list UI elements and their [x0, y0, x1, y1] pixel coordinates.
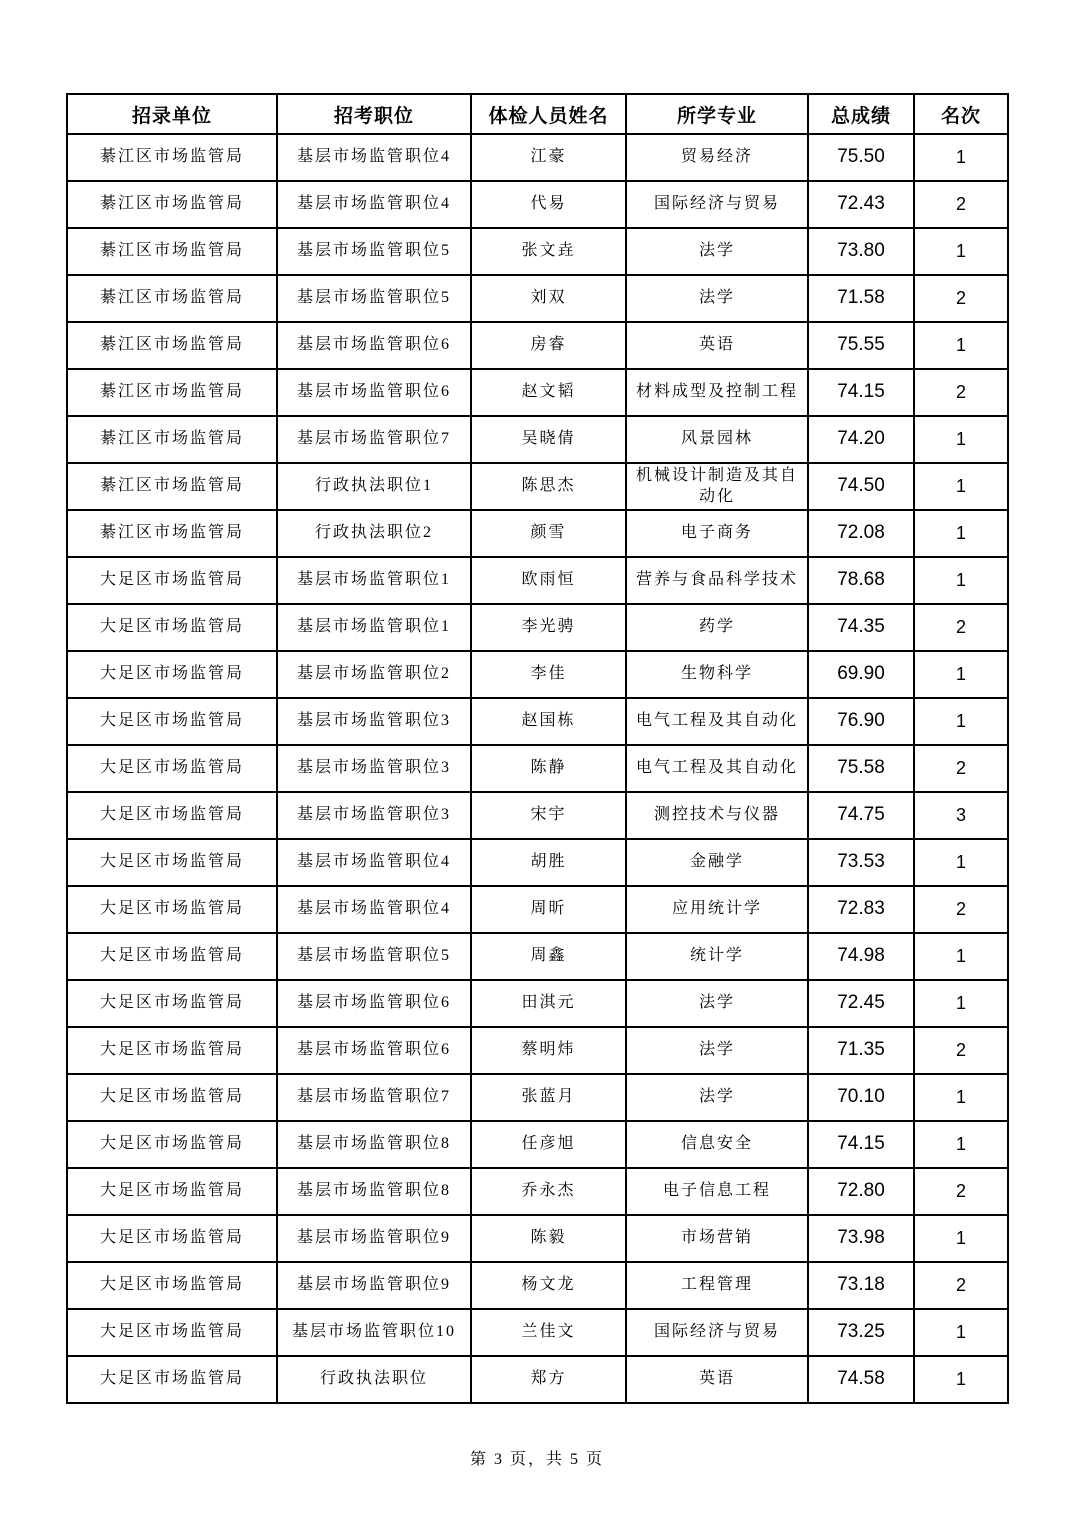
cell-score: 69.90	[808, 651, 914, 698]
cell-position: 基层市场监管职位4	[277, 886, 471, 933]
cell-major: 风景园林	[626, 416, 808, 463]
cell-rank: 1	[914, 557, 1008, 604]
cell-score: 74.58	[808, 1356, 914, 1403]
cell-score: 72.80	[808, 1168, 914, 1215]
cell-major: 机械设计制造及其自动化	[626, 463, 808, 510]
cell-major: 市场营销	[626, 1215, 808, 1262]
cell-major: 应用统计学	[626, 886, 808, 933]
cell-position: 基层市场监管职位3	[277, 792, 471, 839]
table-row	[67, 1074, 1008, 1121]
cell-rank: 1	[914, 1121, 1008, 1168]
cell-major: 统计学	[626, 933, 808, 980]
cell-position: 基层市场监管职位10	[277, 1309, 471, 1356]
cell-name: 陈静	[471, 745, 626, 792]
column-header-score: 总成绩	[808, 94, 914, 134]
cell-major: 生物科学	[626, 651, 808, 698]
table-row	[67, 886, 1008, 933]
cell-position: 基层市场监管职位8	[277, 1121, 471, 1168]
column-header-position: 招考职位	[277, 94, 471, 134]
cell-major: 法学	[626, 275, 808, 322]
cell-position: 基层市场监管职位9	[277, 1262, 471, 1309]
cell-name: 代易	[471, 181, 626, 228]
cell-position: 基层市场监管职位7	[277, 1074, 471, 1121]
cell-position: 基层市场监管职位6	[277, 980, 471, 1027]
cell-major: 英语	[626, 1356, 808, 1403]
cell-major: 法学	[626, 980, 808, 1027]
table-row	[67, 792, 1008, 839]
cell-unit: 大足区市场监管局	[67, 604, 277, 651]
table-row	[67, 275, 1008, 322]
cell-name: 张文垚	[471, 228, 626, 275]
table-row	[67, 1215, 1008, 1262]
cell-position: 基层市场监管职位4	[277, 181, 471, 228]
cell-unit: 大足区市场监管局	[67, 651, 277, 698]
cell-major: 金融学	[626, 839, 808, 886]
cell-score: 72.08	[808, 510, 914, 557]
cell-major: 国际经济与贸易	[626, 181, 808, 228]
cell-name: 刘双	[471, 275, 626, 322]
cell-major: 电气工程及其自动化	[626, 698, 808, 745]
cell-score: 72.45	[808, 980, 914, 1027]
cell-major: 法学	[626, 1027, 808, 1074]
cell-name: 李佳	[471, 651, 626, 698]
column-header-unit: 招录单位	[67, 94, 277, 134]
table-row	[67, 322, 1008, 369]
cell-rank: 2	[914, 181, 1008, 228]
cell-score: 74.15	[808, 369, 914, 416]
table-row	[67, 416, 1008, 463]
cell-position: 基层市场监管职位2	[277, 651, 471, 698]
cell-position: 基层市场监管职位6	[277, 1027, 471, 1074]
cell-score: 74.35	[808, 604, 914, 651]
cell-unit: 大足区市场监管局	[67, 1027, 277, 1074]
cell-name: 蔡明炜	[471, 1027, 626, 1074]
cell-position: 基层市场监管职位4	[277, 839, 471, 886]
cell-unit: 大足区市场监管局	[67, 745, 277, 792]
cell-position: 基层市场监管职位6	[277, 369, 471, 416]
table-row	[67, 698, 1008, 745]
cell-score: 72.43	[808, 181, 914, 228]
cell-name: 兰佳文	[471, 1309, 626, 1356]
cell-score: 71.35	[808, 1027, 914, 1074]
cell-major: 电气工程及其自动化	[626, 745, 808, 792]
cell-rank: 1	[914, 416, 1008, 463]
cell-unit: 大足区市场监管局	[67, 1168, 277, 1215]
cell-score: 74.75	[808, 792, 914, 839]
table-body	[67, 134, 1008, 1403]
cell-rank: 1	[914, 463, 1008, 510]
table-row	[67, 369, 1008, 416]
table-row	[67, 1121, 1008, 1168]
table-row	[67, 228, 1008, 275]
cell-unit: 大足区市场监管局	[67, 1262, 277, 1309]
table-header	[67, 94, 1008, 134]
cell-name: 江豪	[471, 134, 626, 181]
results-table	[66, 93, 1009, 1404]
cell-position: 基层市场监管职位1	[277, 604, 471, 651]
cell-name: 杨文龙	[471, 1262, 626, 1309]
cell-rank: 1	[914, 134, 1008, 181]
cell-score: 73.18	[808, 1262, 914, 1309]
cell-position: 基层市场监管职位5	[277, 933, 471, 980]
cell-name: 胡胜	[471, 839, 626, 886]
cell-score: 75.50	[808, 134, 914, 181]
cell-rank: 1	[914, 839, 1008, 886]
table-row	[67, 980, 1008, 1027]
cell-unit: 大足区市场监管局	[67, 980, 277, 1027]
column-header-name: 体检人员姓名	[471, 94, 626, 134]
cell-major: 药学	[626, 604, 808, 651]
cell-major: 法学	[626, 228, 808, 275]
cell-rank: 1	[914, 698, 1008, 745]
cell-rank: 2	[914, 886, 1008, 933]
cell-unit: 綦江区市场监管局	[67, 463, 277, 510]
cell-rank: 1	[914, 933, 1008, 980]
cell-unit: 大足区市场监管局	[67, 557, 277, 604]
cell-rank: 2	[914, 745, 1008, 792]
cell-position: 行政执法职位	[277, 1356, 471, 1403]
cell-unit: 綦江区市场监管局	[67, 416, 277, 463]
cell-score: 74.50	[808, 463, 914, 510]
table-row	[67, 1168, 1008, 1215]
cell-position: 基层市场监管职位5	[277, 275, 471, 322]
cell-position: 基层市场监管职位6	[277, 322, 471, 369]
table-row	[67, 557, 1008, 604]
cell-rank: 1	[914, 228, 1008, 275]
cell-unit: 大足区市场监管局	[67, 1074, 277, 1121]
cell-rank: 2	[914, 1168, 1008, 1215]
cell-position: 基层市场监管职位3	[277, 745, 471, 792]
cell-rank: 2	[914, 1262, 1008, 1309]
cell-score: 75.58	[808, 745, 914, 792]
cell-position: 基层市场监管职位7	[277, 416, 471, 463]
table-row	[67, 1356, 1008, 1403]
cell-unit: 大足区市场监管局	[67, 1309, 277, 1356]
table-row	[67, 181, 1008, 228]
cell-name: 任彦旭	[471, 1121, 626, 1168]
cell-score: 74.20	[808, 416, 914, 463]
cell-position: 基层市场监管职位9	[277, 1215, 471, 1262]
cell-name: 郑方	[471, 1356, 626, 1403]
cell-name: 周昕	[471, 886, 626, 933]
cell-unit: 綦江区市场监管局	[67, 134, 277, 181]
cell-major: 贸易经济	[626, 134, 808, 181]
cell-position: 基层市场监管职位3	[277, 698, 471, 745]
column-header-rank: 名次	[914, 94, 1008, 134]
cell-unit: 大足区市场监管局	[67, 1356, 277, 1403]
cell-score: 71.58	[808, 275, 914, 322]
cell-major: 材料成型及控制工程	[626, 369, 808, 416]
cell-rank: 1	[914, 1356, 1008, 1403]
cell-score: 73.25	[808, 1309, 914, 1356]
cell-name: 田淇元	[471, 980, 626, 1027]
cell-major: 国际经济与贸易	[626, 1309, 808, 1356]
cell-position: 行政执法职位1	[277, 463, 471, 510]
table-row	[67, 510, 1008, 557]
table-row	[67, 839, 1008, 886]
cell-unit: 大足区市场监管局	[67, 1121, 277, 1168]
cell-position: 基层市场监管职位8	[277, 1168, 471, 1215]
cell-score: 73.53	[808, 839, 914, 886]
cell-rank: 2	[914, 369, 1008, 416]
cell-rank: 1	[914, 322, 1008, 369]
table-row	[67, 933, 1008, 980]
table-row	[67, 604, 1008, 651]
cell-name: 陈毅	[471, 1215, 626, 1262]
cell-name: 颜雪	[471, 510, 626, 557]
cell-unit: 綦江区市场监管局	[67, 322, 277, 369]
cell-major: 工程管理	[626, 1262, 808, 1309]
cell-position: 基层市场监管职位4	[277, 134, 471, 181]
cell-rank: 2	[914, 604, 1008, 651]
table-row	[67, 134, 1008, 181]
table-row	[67, 745, 1008, 792]
cell-unit: 綦江区市场监管局	[67, 510, 277, 557]
cell-name: 吴晓倩	[471, 416, 626, 463]
cell-position: 基层市场监管职位1	[277, 557, 471, 604]
cell-unit: 大足区市场监管局	[67, 792, 277, 839]
cell-score: 75.55	[808, 322, 914, 369]
cell-score: 74.98	[808, 933, 914, 980]
cell-position: 行政执法职位2	[277, 510, 471, 557]
table-row	[67, 1309, 1008, 1356]
cell-rank: 1	[914, 1074, 1008, 1121]
cell-name: 欧雨恒	[471, 557, 626, 604]
cell-score: 78.68	[808, 557, 914, 604]
cell-score: 73.80	[808, 228, 914, 275]
cell-name: 张蓝月	[471, 1074, 626, 1121]
table-row	[67, 463, 1008, 510]
table-row	[67, 651, 1008, 698]
cell-score: 76.90	[808, 698, 914, 745]
cell-unit: 大足区市场监管局	[67, 886, 277, 933]
cell-rank: 2	[914, 1027, 1008, 1074]
cell-score: 74.15	[808, 1121, 914, 1168]
cell-rank: 1	[914, 1309, 1008, 1356]
cell-rank: 2	[914, 275, 1008, 322]
cell-score: 73.98	[808, 1215, 914, 1262]
cell-unit: 大足区市场监管局	[67, 698, 277, 745]
cell-major: 英语	[626, 322, 808, 369]
column-header-major: 所学专业	[626, 94, 808, 134]
cell-name: 房睿	[471, 322, 626, 369]
cell-unit: 綦江区市场监管局	[67, 228, 277, 275]
cell-name: 赵国栋	[471, 698, 626, 745]
cell-score: 72.83	[808, 886, 914, 933]
cell-name: 周鑫	[471, 933, 626, 980]
cell-name: 赵文韬	[471, 369, 626, 416]
cell-position: 基层市场监管职位5	[277, 228, 471, 275]
cell-major: 电子商务	[626, 510, 808, 557]
cell-major: 信息安全	[626, 1121, 808, 1168]
cell-unit: 綦江区市场监管局	[67, 275, 277, 322]
cell-name: 陈思杰	[471, 463, 626, 510]
cell-major: 测控技术与仪器	[626, 792, 808, 839]
cell-unit: 大足区市场监管局	[67, 933, 277, 980]
cell-unit: 大足区市场监管局	[67, 839, 277, 886]
cell-unit: 大足区市场监管局	[67, 1215, 277, 1262]
table-row	[67, 1262, 1008, 1309]
cell-name: 李光骋	[471, 604, 626, 651]
cell-major: 营养与食品科学技术	[626, 557, 808, 604]
cell-name: 宋宇	[471, 792, 626, 839]
cell-rank: 3	[914, 792, 1008, 839]
page-footer: 第 3 页，共 5 页	[469, 1451, 604, 1468]
cell-major: 电子信息工程	[626, 1168, 808, 1215]
cell-rank: 1	[914, 510, 1008, 557]
table-row	[67, 1027, 1008, 1074]
cell-rank: 1	[914, 1215, 1008, 1262]
cell-major: 法学	[626, 1074, 808, 1121]
cell-score: 70.10	[808, 1074, 914, 1121]
cell-rank: 1	[914, 980, 1008, 1027]
header-row	[67, 94, 1008, 134]
cell-rank: 1	[914, 651, 1008, 698]
cell-name: 乔永杰	[471, 1168, 626, 1215]
cell-unit: 綦江区市场监管局	[67, 369, 277, 416]
cell-unit: 綦江区市场监管局	[67, 181, 277, 228]
